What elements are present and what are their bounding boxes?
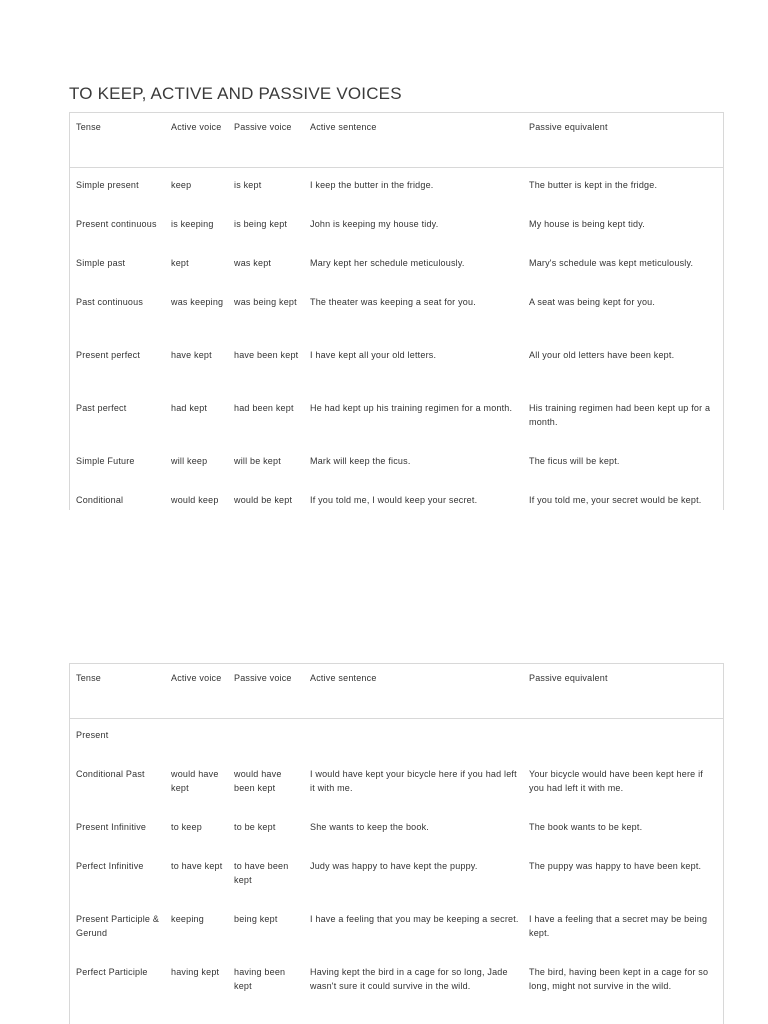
active-voice-cell: to keep (171, 822, 202, 832)
active-sentence-cell: Judy was happy to have kept the puppy. (310, 861, 478, 871)
table-row (70, 965, 723, 1018)
active-sentence-cell: Mark will keep the ficus. (310, 456, 411, 466)
table-row (70, 401, 723, 454)
passive-sentence-cell: The ficus will be kept. (529, 456, 620, 466)
table-header-row (70, 664, 723, 719)
tense-cell: Present Infinitive (76, 822, 147, 832)
passive-sentence-cell: The book wants to be kept. (529, 822, 643, 832)
table-row (70, 859, 723, 912)
active-sentence-cell: I keep the butter in the fridge. (310, 180, 434, 190)
header-tense: Tense (76, 122, 102, 132)
active-voice-cell: was keeping (171, 297, 224, 307)
passive-voice-cell: would be kept (234, 495, 293, 505)
header-active-voice: Active voice (171, 673, 222, 683)
active-sentence-cell: John is keeping my house tidy. (310, 219, 439, 229)
passive-sentence-cell: I have a feeling that a secret may be being kept. (529, 914, 708, 938)
tense-cell: Present continuous (76, 219, 157, 229)
tense-cell: Present Participle & Gerund (76, 914, 160, 938)
active-voice-cell: keeping (171, 914, 204, 924)
active-sentence-cell: Having kept the bird in a cage for so long, Jade wasn't sure it could survive in the wild. (310, 967, 508, 991)
passive-voice-cell: to be kept (234, 822, 276, 832)
tense-cell: Present perfect (76, 350, 141, 360)
table-row (70, 178, 723, 217)
active-voice-cell: will keep (171, 456, 208, 466)
voices-table-1 (69, 112, 724, 510)
passive-voice-cell: was kept (234, 258, 272, 268)
passive-sentence-cell: Mary's schedule was kept meticulously. (529, 258, 694, 268)
passive-sentence-cell: The puppy was happy to have been kept. (529, 861, 702, 871)
table-row (70, 217, 723, 256)
passive-voice-cell: is being kept (234, 219, 288, 229)
active-sentence-cell: She wants to keep the book. (310, 822, 429, 832)
passive-voice-cell: is kept (234, 180, 262, 190)
passive-voice-cell: was being kept (234, 297, 297, 307)
passive-voice-cell: would have been kept (234, 769, 282, 793)
header-passive-voice: Passive voice (234, 673, 292, 683)
tense-cell: Present (76, 730, 109, 740)
tense-cell: Perfect Participle (76, 967, 148, 977)
active-sentence-cell: The theater was keeping a seat for you. (310, 297, 476, 307)
tense-cell: Simple past (76, 258, 126, 268)
table-row (70, 820, 723, 859)
table-row (70, 728, 723, 767)
active-voice-cell: have kept (171, 350, 212, 360)
header-passive-equivalent: Passive equivalent (529, 673, 608, 683)
active-voice-cell: would have kept (171, 769, 219, 793)
passive-sentence-cell: All your old letters have been kept. (529, 350, 675, 360)
passive-voice-cell: had been kept (234, 403, 294, 413)
passive-sentence-cell: The bird, having been kept in a cage for so long, might not survive in the wild. (529, 967, 709, 991)
passive-sentence-cell: A seat was being kept for you. (529, 297, 656, 307)
active-voice-cell: is keeping (171, 219, 214, 229)
passive-sentence-cell: If you told me, your secret would be kept. (529, 495, 702, 505)
active-voice-cell: to have kept (171, 861, 223, 871)
passive-sentence-cell: His training regimen had been kept up for a month. (529, 403, 711, 427)
table-row (70, 348, 723, 401)
header-tense: Tense (76, 673, 102, 683)
passive-voice-cell: will be kept (234, 456, 281, 466)
header-active-sentence: Active sentence (310, 122, 377, 132)
passive-sentence-cell: My house is being kept tidy. (529, 219, 645, 229)
tense-cell: Past continuous (76, 297, 144, 307)
tense-cell: Perfect Infinitive (76, 861, 144, 871)
table-header-row (70, 113, 723, 168)
table-row (70, 767, 723, 820)
active-sentence-cell: I have a feeling that you may be keeping a secret. (310, 914, 519, 924)
tense-cell: Conditional (76, 495, 124, 505)
table-row (70, 256, 723, 295)
header-passive-voice: Passive voice (234, 122, 292, 132)
tense-cell: Conditional Past (76, 769, 145, 779)
active-sentence-cell: I would have kept your bicycle here if you had left it with me. (310, 769, 517, 793)
tense-cell: Past perfect (76, 403, 127, 413)
active-sentence-cell: Mary kept her schedule meticulously. (310, 258, 465, 268)
voices-table-2 (69, 663, 724, 1024)
header-passive-equivalent: Passive equivalent (529, 122, 608, 132)
active-voice-cell: would keep (171, 495, 219, 505)
tense-cell: Simple present (76, 180, 139, 190)
passive-voice-cell: to have been kept (234, 861, 289, 885)
header-active-sentence: Active sentence (310, 673, 377, 683)
active-sentence-cell: If you told me, I would keep your secret. (310, 495, 478, 505)
header-active-voice: Active voice (171, 122, 222, 132)
active-sentence-cell: I have kept all your old letters. (310, 350, 437, 360)
passive-voice-cell: having been kept (234, 967, 286, 991)
passive-voice-cell: have been kept (234, 350, 299, 360)
passive-sentence-cell: The butter is kept in the fridge. (529, 180, 658, 190)
table-row (70, 912, 723, 965)
active-voice-cell: having kept (171, 967, 220, 977)
tense-cell: Simple Future (76, 456, 135, 466)
table-row (70, 295, 723, 348)
active-sentence-cell: He had kept up his training regimen for a month. (310, 403, 513, 413)
active-voice-cell: had kept (171, 403, 208, 413)
active-voice-cell: kept (171, 258, 189, 268)
table-row (70, 493, 723, 510)
active-voice-cell: keep (171, 180, 192, 190)
page-title: TO KEEP, ACTIVE AND PASSIVE VOICES (69, 84, 402, 103)
table-row (70, 454, 723, 493)
passive-voice-cell: being kept (234, 914, 278, 924)
passive-sentence-cell: Your bicycle would have been kept here if you had left it with me. (529, 769, 703, 793)
